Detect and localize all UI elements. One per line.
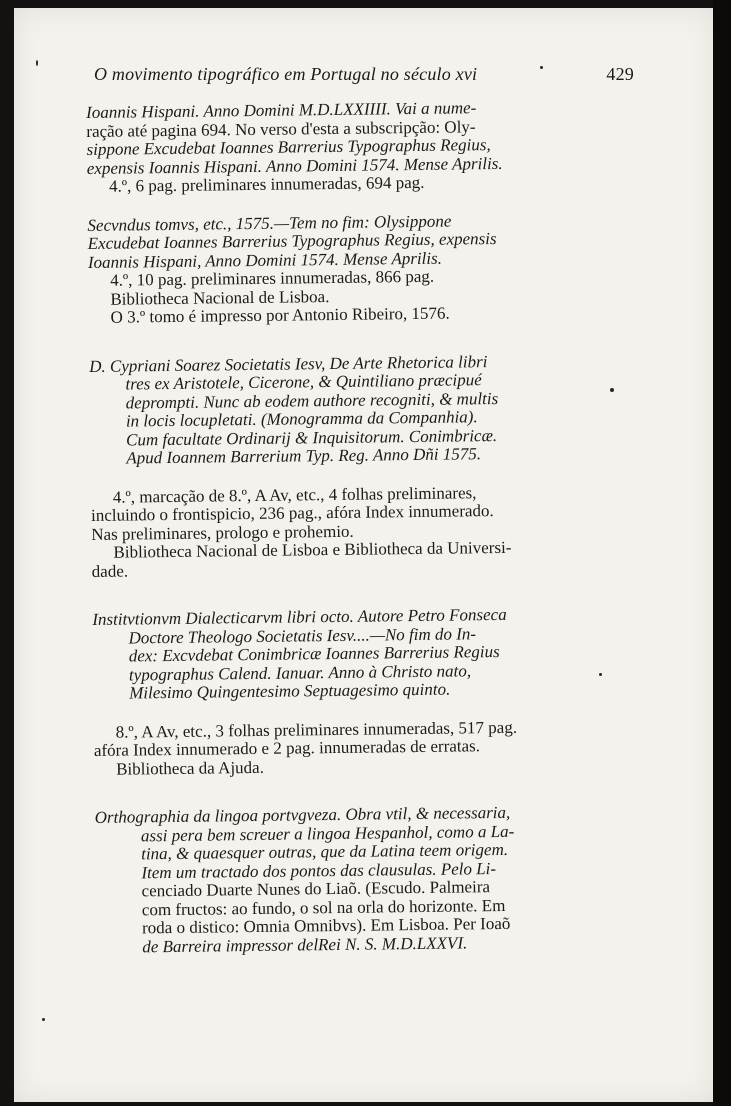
entry-3-line: Apud Ioannem Barrerium Typ. Reg. Anno Dñi 1575. — [126, 444, 482, 468]
entry-3-line: D. Cypriani Soarez Societatis Iesv, De Arte Rhetorica libri — [89, 351, 488, 376]
header-title: O movimento tipográfico em Portugal no século xvi — [94, 64, 478, 84]
entry-3-line: Nas preliminares, prologo e prohemio. — [91, 521, 354, 544]
scan-edge — [713, 0, 731, 1106]
entry-3-line: Cum facultate Ordinarij & Inquisitorum. Conimbricæ. — [125, 425, 498, 450]
entry-2-line: O 3.º tomo é impresso por Antonio Ribeiro, 1576. — [110, 303, 450, 327]
entry-2-line: Bibliotheca Nacional de Lisboa. — [110, 286, 330, 309]
entry-2-line: 4.º, 10 pag. preliminares innumeradas, 866 pag. — [110, 266, 435, 290]
entry-4-line: 8.º, A Av, etc., 3 folhas preliminares innumeradas, 517 pag. — [115, 717, 518, 742]
entry-3-line: 4.º, marcação de 8.º, A Av, etc., 4 folhas preliminares, — [112, 482, 477, 507]
entry-5-line: Orthographia da lingoa portvgveza. Obra vtil, & necessaria, — [94, 802, 511, 827]
entry-1-line: 4.º, 6 pag. preliminares innumeradas, 694 pag. — [108, 172, 425, 196]
entry-2-line: Ioannis Hispani, Anno Domini 1574. Mense Aprilis. — [87, 248, 443, 272]
entry-3 — [89, 352, 567, 581]
entry-3-line: incluindo o frontispicio, 236 pag., afóra Index innumerado. — [90, 501, 494, 525]
entry-5-line: tina, & quaesquer outras, que da Latina teem origem. — [141, 839, 509, 864]
ink-speck — [42, 1018, 45, 1021]
entry-1 — [86, 98, 562, 196]
entry-4-line: typographus Calend. Ianuar. Anno à Christo nato, — [128, 660, 472, 685]
page-body — [86, 98, 571, 957]
entry-5-line: roda o distico: Omnia Omnibvs). Em Lisboa. Per Ioaõ — [141, 913, 511, 938]
entry-5-line: com fructos: ao fundo, o sol na orla do horizonte. Em — [141, 895, 506, 919]
entry-4-line: Bibliotheca da Ajuda. — [116, 757, 265, 779]
entry-3-line: deprompti. Nunc ab eodem authore recogniti, & multis — [125, 388, 499, 413]
entry-3-line: Bibliotheca Nacional de Lisboa e Bibliotheca da Universi- — [113, 537, 512, 562]
ink-speck — [36, 60, 38, 66]
entry-2-line: Excudebat Ioannes Barrerius Typographus Regius, expensis — [87, 228, 497, 253]
entry-1-line: Ioannis Hispani. Anno Domini M.D.LXXIIII. Vai a nume- — [85, 98, 477, 122]
entry-3-line: in locis locupletati. (Monogramma da Companhia). — [125, 407, 478, 431]
entry-4-line: Institvtionvm Dialecticarvm libri octo. Autore Petro Fonseca — [92, 604, 507, 629]
entry-2-line: Secvndus tomvs, etc., 1575.—Tem no fim: Olysippone — [87, 211, 452, 235]
entry-5-line: de Barreira impressor delRei N. S. M.D.LXXVI. — [142, 932, 468, 956]
entry-4-line: Milesimo Quingentesimo Septuagesimo quinto. — [129, 679, 451, 703]
ink-speck — [599, 673, 602, 676]
entry-4-line: Doctore Theologo Societatis Iesv....—No fim do In- — [128, 623, 477, 648]
page-number: 429 — [606, 64, 634, 84]
running-header — [94, 64, 634, 85]
entry-5 — [95, 803, 572, 957]
entry-3-line: tres ex Aristotele, Cicerone, & Quintiliano præcipué — [125, 370, 482, 394]
entry-5-line: cenciado Duarte Nunes do Liaõ. (Escudo. Palmeira — [141, 877, 491, 901]
ink-speck — [610, 388, 614, 392]
entry-1-line: expensis Ioannis Hispani. Anno Domini 1574. Mense Aprilis. — [86, 153, 503, 178]
entry-1-line: sippone Excudebat Ioannes Barrerius Typographus Regius, — [86, 135, 491, 159]
entry-1-line: ração até pagina 694. No verso d'esta a subscripção: Oly- — [86, 116, 476, 141]
entry-3-line: dade. — [91, 561, 129, 581]
entry-2 — [87, 211, 563, 328]
entry-5-line: Item um tractado dos pontos das clausulas. Pelo Li- — [141, 858, 497, 882]
entry-4 — [92, 605, 569, 779]
entry-4-line: afóra Index innumerado e 2 pag. innumeradas de erratas. — [93, 736, 481, 760]
entry-5-line: assi pera bem screuer a lingoa Hespanhol, como a La- — [140, 821, 515, 845]
entry-4-line: dex: Excvdebat Conimbricæ Ioannes Barrerius Regius — [128, 641, 500, 666]
